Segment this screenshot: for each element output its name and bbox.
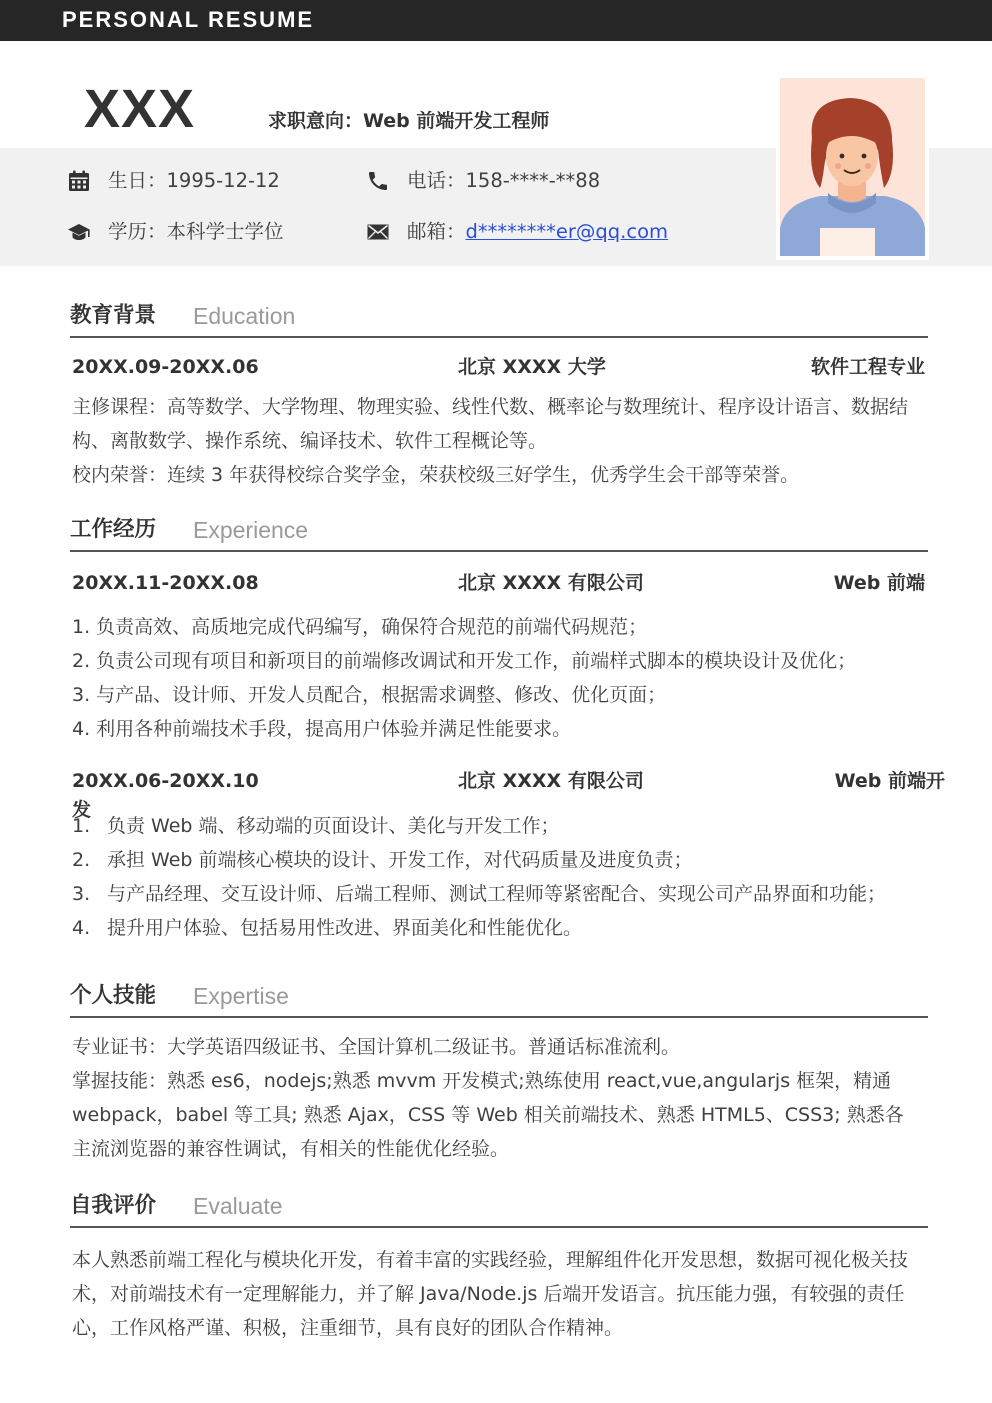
job-row-1 (72, 569, 928, 597)
list-item: 1. 负责高效、高质地完成代码编写，确保符合规范的前端代码规范； (72, 616, 648, 638)
job-intention: 求职意向：Web 前端开发工程师 (268, 110, 550, 132)
evaluation-title-en: Evaluate (193, 1193, 283, 1219)
list-number: 2. (72, 849, 91, 871)
education-row (72, 353, 928, 381)
skills-certificates: 专业证书：大学英语四级证书、全国计算机二级证书。普通话标准流利。 (72, 1036, 681, 1058)
experience-title-en: Experience (193, 517, 309, 543)
job-1-duties (72, 610, 922, 746)
job-2-role: Web 前端开 (834, 770, 945, 792)
list-item: 2. 负责公司现有项目和新项目的前端修改调试和开发工作，前端样式脚本的模块设计及优化； (72, 650, 857, 672)
evaluation-title-cn: 自我评价 (70, 1193, 157, 1218)
education-details (72, 390, 922, 492)
list-text: 与产品经理、交互设计师、后端工程师、测试工程师等紧密配合、实现公司产品界面和功能； (107, 883, 887, 905)
education-info (66, 219, 284, 245)
phone-text: 电话：158-****-**88 (407, 169, 601, 192)
education-title-en: Education (193, 303, 296, 329)
job-2-duties (72, 809, 928, 945)
phone-icon (365, 168, 391, 194)
evaluation-text: 本人熟悉前端工程化与模块化开发，有着丰富的实践经验，理解组件化开发思想，数据可视化极关技术，对前端技术有一定理解能力，并了解 Java/Node.js 后端开发语言。抗压能力强，有较强的责任心，工作风格严谨、积极，注重细节，具有良好的团队合作精神。 (72, 1249, 909, 1339)
list-item (72, 843, 928, 877)
avatar-photo (776, 74, 929, 260)
list-item (72, 809, 928, 843)
skills-details (72, 1030, 922, 1166)
education-period: 20XX.09-20XX.06 (72, 356, 259, 378)
list-item: 4. 利用各种前端技术手段，提高用户体验并满足性能要求。 (72, 718, 572, 740)
list-number: 4. (72, 917, 91, 939)
envelope-icon (365, 219, 391, 245)
avatar-illustration (780, 78, 925, 256)
list-text: 负责 Web 端、移动端的页面设计、美化与开发工作； (107, 815, 560, 837)
job-1-role: Web 前端 (833, 572, 925, 594)
experience-section-header (70, 512, 928, 552)
skills-abilities: 掌握技能：熟悉 es6，nodejs;熟悉 mvvm 开发模式;熟练使用 react,vue,angularjs 框架，精通 webpack，babel 等工具; 熟悉 Ajax，CSS 等 Web 相关前端技术、熟悉 HTML5、CSS3; 熟悉各主流浏览器的兼容性调试，有相关的性能优化经验。 (72, 1070, 904, 1160)
list-item (72, 911, 928, 945)
experience-title-cn: 工作经历 (70, 517, 157, 542)
phone-info (365, 168, 600, 194)
skills-title-cn: 个人技能 (70, 983, 157, 1008)
education-text: 学历：本科学士学位 (108, 220, 284, 243)
list-number: 1. (72, 815, 91, 837)
list-item: 3. 与产品、设计师、开发人员配合，根据需求调整、修改、优化页面； (72, 684, 667, 706)
birthday-info (66, 168, 280, 194)
education-major: 软件工程专业 (810, 356, 925, 378)
job-2-role-wrap: 发 (72, 799, 92, 821)
list-text: 承担 Web 前端核心模块的设计、开发工作，对代码质量及进度负责； (107, 849, 693, 871)
education-courses: 主修课程：高等数学、大学物理、物理实验、线性代数、概率论与数理统计、程序设计语言、数据结构、离散数学、操作系统、编译技术、软件工程概论等。 (72, 396, 909, 452)
education-section-header (70, 298, 928, 338)
birthday-text: 生日：1995-12-12 (108, 169, 280, 192)
education-title-cn: 教育背景 (70, 303, 157, 328)
banner-title: PERSONAL RESUME (62, 7, 315, 32)
list-text: 提升用户体验、包括易用性改进、界面美化和性能优化。 (107, 917, 583, 939)
job-1-period: 20XX.11-20XX.08 (72, 572, 259, 594)
email-label: 邮箱： (407, 220, 466, 243)
skills-title-en: Expertise (193, 983, 289, 1009)
skills-section-header (70, 978, 928, 1018)
job-2-period: 20XX.06-20XX.10 (72, 770, 259, 792)
email-link[interactable]: d********er@qq.com (465, 220, 669, 243)
job-row-2 (72, 767, 945, 795)
evaluation-section-header (70, 1188, 928, 1228)
graduation-cap-icon (66, 219, 92, 245)
calendar-icon (66, 168, 92, 194)
education-school: 北京 XXXX 大学 (458, 356, 606, 378)
list-item (72, 877, 928, 911)
job-2-company: 北京 XXXX 有限公司 (458, 770, 644, 792)
job-1-company: 北京 XXXX 有限公司 (458, 572, 644, 594)
education-honors: 校内荣誉：连续 3 年获得校综合奖学金，荣获校级三好学生，优秀学生会干部等荣誉。 (72, 464, 800, 486)
list-number: 3. (72, 883, 91, 905)
email-info (365, 219, 668, 245)
candidate-name: XXX (84, 79, 196, 139)
top-banner (0, 0, 992, 41)
